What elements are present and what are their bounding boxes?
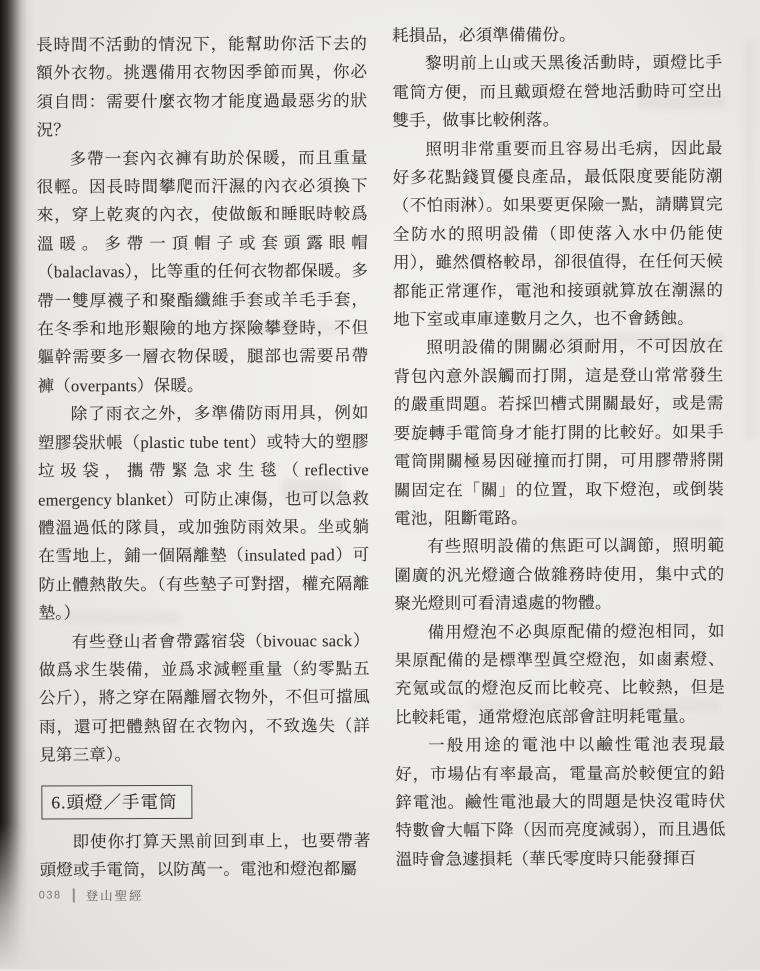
right-column xyxy=(392,21,726,875)
paragraph: 耗損品，必須準備備份。 xyxy=(391,25,576,45)
book-title: 登山聖經 xyxy=(85,889,144,904)
paragraph: 長時間不活動的情況下，能幫助你活下去的額外衣物。挑選備用衣物因季節而異，你必須自問：需要什麼衣物才能度過最惡劣的狀況？ xyxy=(36,34,368,140)
paragraph: 除了雨衣之外，多準備防雨用具，例如塑膠袋狀帳（plastic tube tent）或特大的塑膠垃圾袋，攜帶緊急求生毯（reflective emergency blanket）可防止凍傷，也可以急救體溫過低的隊員，或加強防雨效果。坐或躺在雪地上，鋪一個隔離墊（insulated pad）可防止體熱散失。（有些墊子可對摺，權充隔離墊。） xyxy=(37,403,370,623)
section-heading-box xyxy=(41,784,192,819)
paragraph: 即使你打算天黑前回到車上，也要帶著頭燈或手電筒，以防萬一。電池和燈泡都屬 xyxy=(39,830,371,880)
paragraph: 有些照明設備的焦距可以調節，照明範圍廣的汎光燈適合做雜務時使用，集中式的聚光燈則可看清遠處的物體。 xyxy=(394,535,725,614)
paragraph: 多帶一套內衣褲有助於保暖，而且重量很輕。因長時間攀爬而汗濕的內衣必須換下來，穿上乾爽的內衣，使做飯和睡眠時較爲溫暖。多帶一頂帽子或套頭露眼帽（balaclavas），比等重的任何衣物都保暖。多帶一雙厚襪子和聚酯纖維手套或羊毛手套，在冬季和地形艱險的地方探險攀登時，不但軀幹需要多一層衣物保暖，腿部也需要吊帶褲（overpants）保暖。 xyxy=(36,147,369,396)
paragraph: 照明非常重要而且容易出毛病，因此最好多花點錢買優良產品，最低限度要能防潮（不怕雨淋）。如果要更保險一點，請購買完全防水的照明設備（即使落入水中仍能使用），雖然價格較昂，卻很值得，在任何天候都能正常運作，電池和接頭就算放在潮濕的地下室或車庫達數月之久，也不會銹蝕。 xyxy=(392,138,724,330)
paragraph: 有些登山者會帶露宿袋（bivouac sack）做爲求生裝備，並爲求減輕重量（約零點五公斤），將之穿在隔離層衣物外，不但可擋風雨，還可把體熱留在衣物內，不致逸失（詳見第三章）。 xyxy=(38,630,371,765)
section-heading-label: 6.頭燈／手電筒 xyxy=(51,791,178,812)
paragraph: 照明設備的開關必須耐用，不可因放在背包內意外誤觸而打開，這是登山常常發生的嚴重問題。若採凹槽式開關最好，或是需要旋轉手電筒身才能打開的比較好。如果手電筒開關極易因碰撞而打開，可用膠帶將開關固定在「關」的位置，取下燈泡，或倒裝電池，阻斷電路。 xyxy=(393,336,725,528)
page-number: 038 xyxy=(38,889,62,902)
page-footer xyxy=(39,886,144,904)
footer-divider xyxy=(73,888,75,902)
paragraph: 黎明前上山或天黑後活動時，頭燈比手電筒方便，而且戴頭燈在營地活動時可空出雙手，做事比較俐落。 xyxy=(392,52,723,131)
paragraph: 備用燈泡不必與原配備的燈泡相同，如果原配備的是標準型眞空燈泡，如鹵素燈、充氪或氙的燈泡反而比較亮、比較熱，但是比較耗電，通常燈泡底部會註明耗電量。 xyxy=(394,621,725,727)
left-column xyxy=(36,30,371,885)
paragraph: 一般用途的電池中以鹼性電池表現最好，市場佔有率最高，電量高於較便宜的鉛鋅電池。鹼性電池最大的問題是快沒電時伏特數會大幅下降（因而亮度減弱），而且遇低溫時會急遽損耗（華氏零度時只能發揮百 xyxy=(395,734,726,869)
